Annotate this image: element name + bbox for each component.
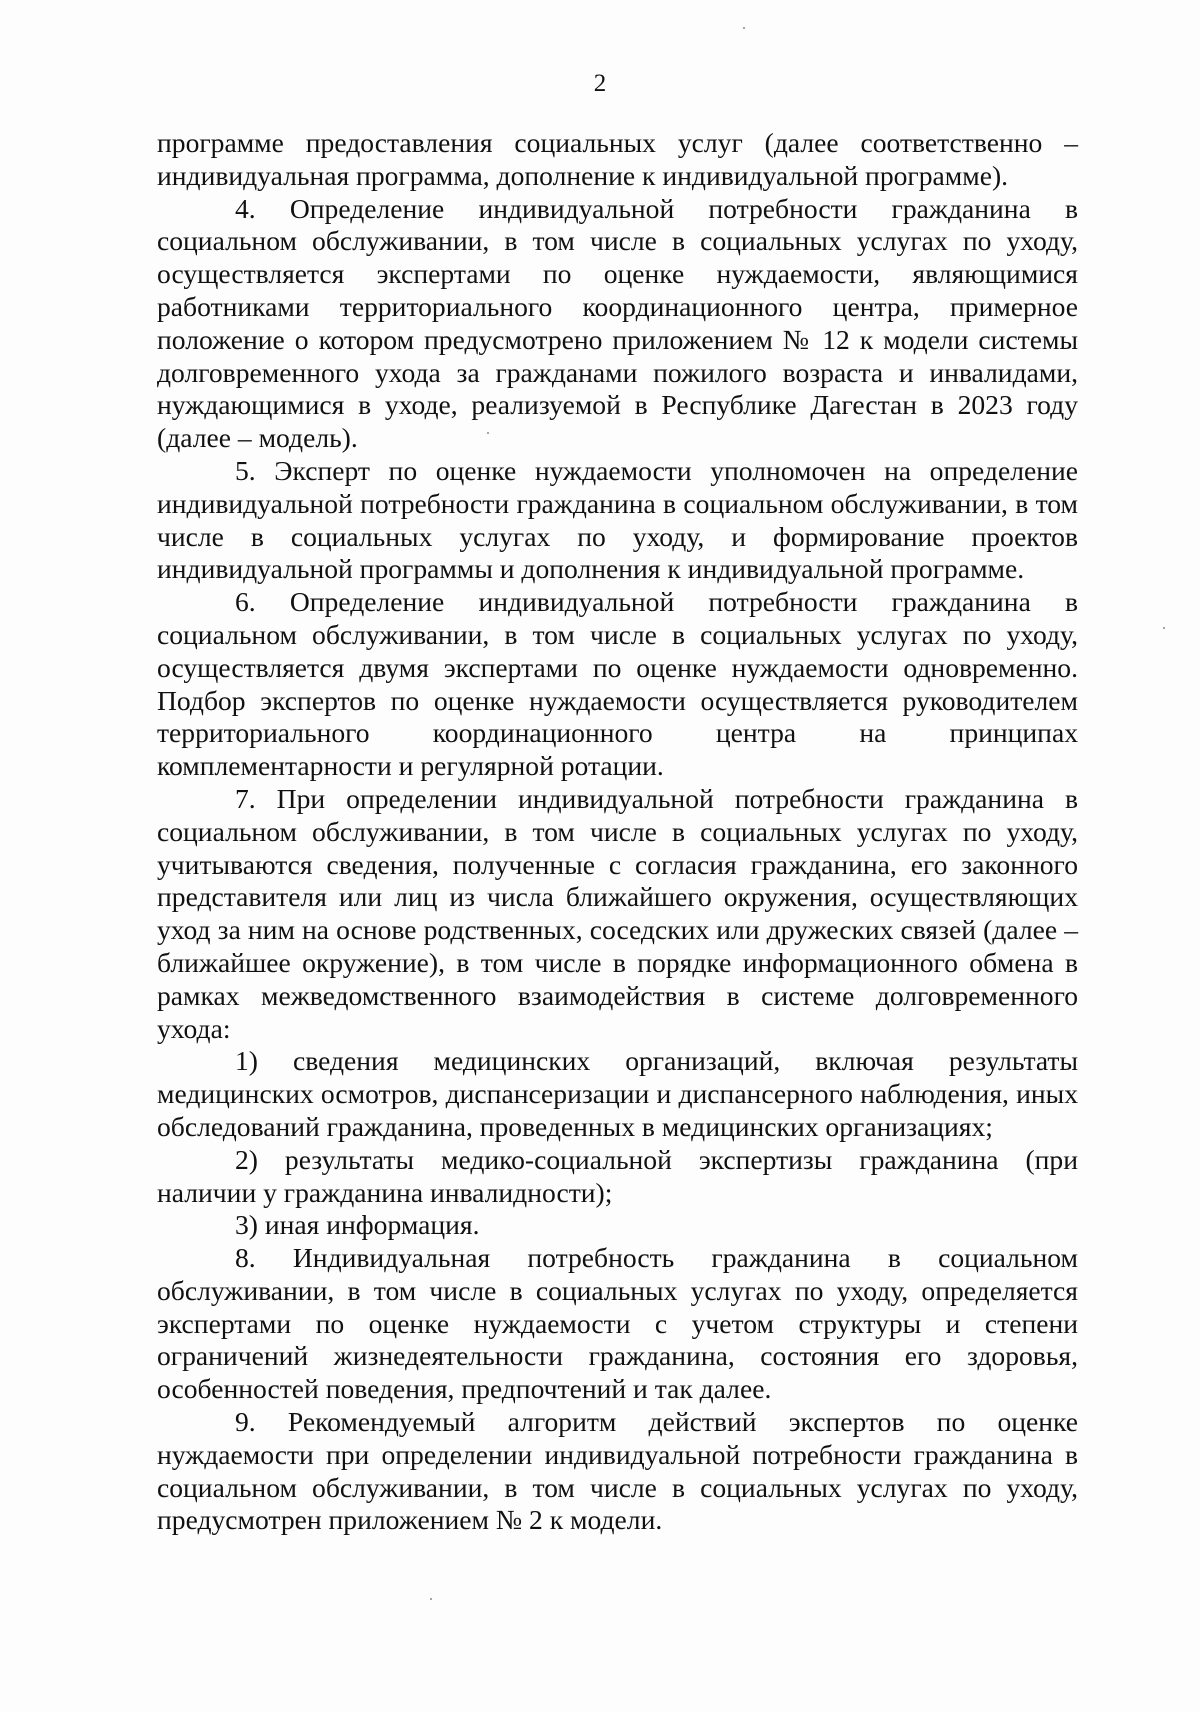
paragraph-7-item-1: 1) сведения медицинских организаций, включая результаты медицинских осмотров, диспансеризации и диспансерного наблюдения, иных обследований гражданина, проведенных в медицинских организациях; — [157, 1045, 1078, 1142]
paragraph-7-item-3: 3) иная информация. — [235, 1209, 480, 1241]
paragraph-continuation: программе предоставления социальных услуг (далее соответственно – индивидуальная программа, дополнение к индивидуальной программе). — [157, 127, 1078, 191]
paragraph-9: 9. Рекомендуемый алгоритм действий экспертов по оценке нуждаемости при определении индивидуальной потребности гражданина в социальном обслуживании, в том числе в социальных услугах по уходу, предусмотрен приложением № 2 к модели. — [157, 1406, 1078, 1536]
paragraph-8: 8. Индивидуальная потребность гражданина в социальном обслуживании, в том числе в социальных услугах по уходу, определяется экспертами по оценке нуждаемости с учетом структуры и степени ограничений жизнедеятельности гражданина, состояния его здоровья, особенностей поведения, предпочтений и так далее. — [157, 1242, 1078, 1405]
page-number: 2 — [593, 70, 607, 97]
scan-speck — [743, 27, 745, 29]
paragraph-4: 4. Определение индивидуальной потребности гражданина в социальном обслуживании, в том числе в социальных услугах по уходу, осуществляется экспертами по оценке нуждаемости, являющимися работниками территориального координационного центра, примерное положение о котором предусмотрено приложением № 12 к модели системы долговременного ухода за гражданами пожилого возраста и инвалидами, нуждающимися в уходе, реализуемой в Республике Дагестан в 2023 году (далее – модель). — [157, 192, 1078, 454]
paragraph-7: 7. При определении индивидуальной потребности гражданина в социальном обслуживании, в том числе в социальных услугах по уходу, учитываются сведения, полученные с согласия гражданина, его законного представителя или лиц из числа ближайшего окружения, осуществляющих уход за ним на основе родственных, соседских или дружеских связей (далее – ближайшее окружение), в том числе в порядке информационного обмена в рамках межведомственного взаимодействия в системе долговременного ухода: — [157, 782, 1078, 1044]
scan-speck — [430, 1598, 432, 1600]
scan-speck — [487, 432, 489, 434]
paragraph-7-item-2: 2) результаты медико-социальной экспертизы гражданина (при наличии у гражданина инвалидности); — [157, 1143, 1078, 1208]
scan-speck — [1163, 627, 1165, 629]
paragraph-6: 6. Определение индивидуальной потребности гражданина в социальном обслуживании, в том числе в социальных услугах по уходу, осуществляется двумя экспертами по оценке нуждаемости одновременно. Подбор экспертов по оценке нуждаемости осуществляется руководителем территориального координационного центра на принципах комплементарности и регулярной ротации. — [157, 586, 1078, 782]
document-body — [157, 127, 1078, 1537]
paragraph-5: 5. Эксперт по оценке нуждаемости уполномочен на определение индивидуальной потребности гражданина в социальном обслуживании, в том числе в социальных услугах по уходу, и формирование проектов индивидуальной программы и дополнения к индивидуальной программе. — [157, 454, 1078, 585]
